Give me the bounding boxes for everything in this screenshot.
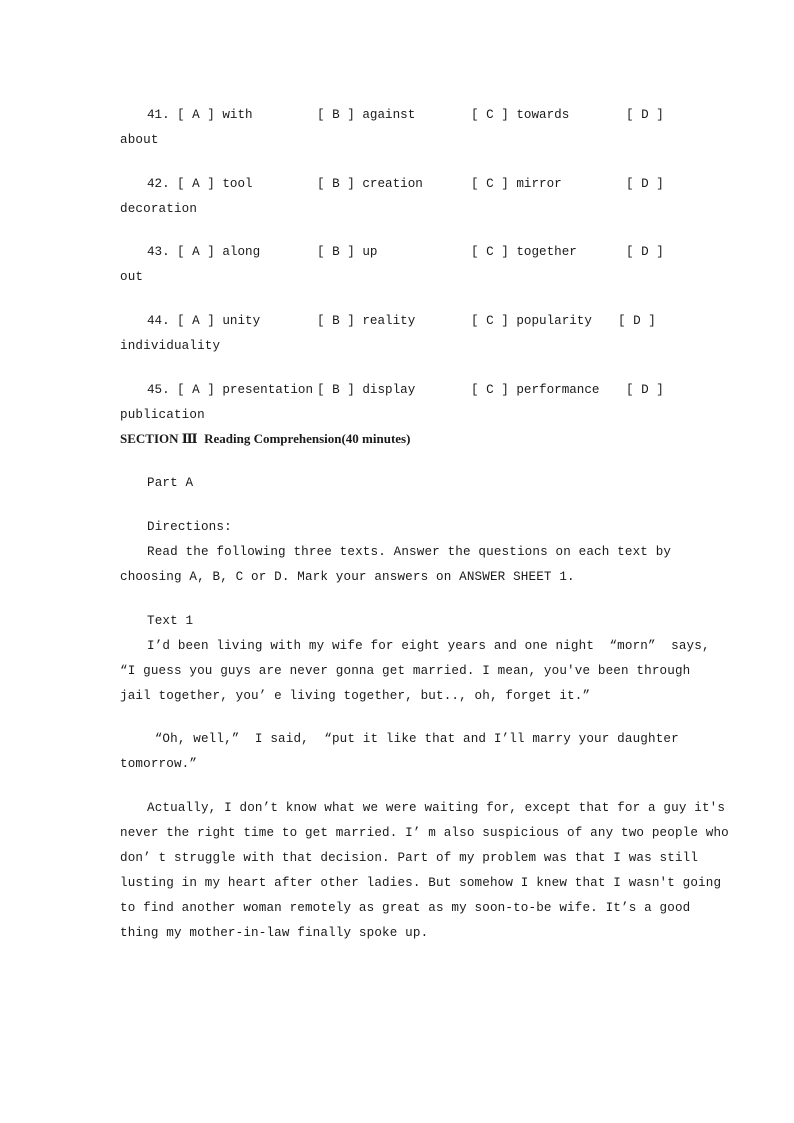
option-b: [ B ] reality [317, 314, 416, 328]
option-b: [ B ] against [317, 108, 416, 122]
option-d-label: [ D ] [626, 383, 664, 397]
option-a: [ A ] tool [177, 177, 253, 191]
paragraph-line: don’ t struggle with that decision. Part of my problem was that I was still [120, 851, 699, 865]
option-c: [ C ] mirror [471, 177, 562, 191]
option-c: [ C ] towards [471, 108, 570, 122]
paragraph-line: never the right time to get married. I’ m also suspicious of any two people who [120, 826, 729, 840]
option-b: [ B ] up [317, 245, 378, 259]
question-number: 41. [147, 108, 170, 122]
question-number: 44. [147, 314, 170, 328]
option-b: [ B ] display [317, 383, 416, 397]
option-d-label: [ D ] [626, 245, 664, 259]
option-c: [ C ] performance [471, 383, 600, 397]
paragraph-line: I’d been living with my wife for eight years and one night “morn” says, [147, 639, 710, 653]
paragraph-line: thing my mother-in-law finally spoke up. [120, 926, 429, 940]
directions-label: Directions: [147, 520, 232, 534]
option-d-word: individuality [120, 339, 221, 353]
paragraph-line: Actually, I don’t know what we were waiting for, except that for a guy it's [147, 801, 726, 815]
paragraph-line: tomorrow.” [120, 757, 198, 771]
section-title: SECTION Ⅲ Reading Comprehension(40 minutes) [120, 431, 411, 446]
paragraph-line: jail together, you’ e living together, but.., oh, forget it.” [120, 689, 591, 703]
paragraph-line: lusting in my heart after other ladies. But somehow I knew that I wasn't going [120, 876, 722, 890]
text-label: Text 1 [147, 614, 194, 628]
option-d-word: out [120, 270, 144, 284]
option-c: [ C ] popularity [471, 314, 592, 328]
option-d-label: [ D ] [626, 177, 664, 191]
question-number: 42. [147, 177, 170, 191]
option-d-word: publication [120, 408, 205, 422]
option-a: [ A ] unity [177, 314, 261, 328]
option-a: [ A ] presentation [177, 383, 314, 397]
option-d-label: [ D ] [618, 314, 656, 328]
option-d-word: decoration [120, 202, 198, 216]
option-d-word: about [120, 133, 159, 147]
option-d-label: [ D ] [626, 108, 664, 122]
directions-text: Read the following three texts. Answer the questions on each text by [147, 545, 672, 559]
question-number: 43. [147, 245, 170, 259]
option-b: [ B ] creation [317, 177, 423, 191]
directions-text: choosing A, B, C or D. Mark your answers on ANSWER SHEET 1. [120, 570, 575, 584]
paragraph-line: “Oh, well,” I said, “put it like that and I’ll marry your daughter [147, 732, 679, 746]
question-number: 45. [147, 383, 170, 397]
paragraph-line: “I guess you guys are never gonna get married. I mean, you've been through [120, 664, 691, 678]
option-a: [ A ] with [177, 108, 253, 122]
paragraph-line: to find another woman remotely as great as my soon-to-be wife. It’s a good [120, 901, 691, 915]
part-label: Part A [147, 476, 194, 490]
option-a: [ A ] along [177, 245, 261, 259]
option-c: [ C ] together [471, 245, 577, 259]
